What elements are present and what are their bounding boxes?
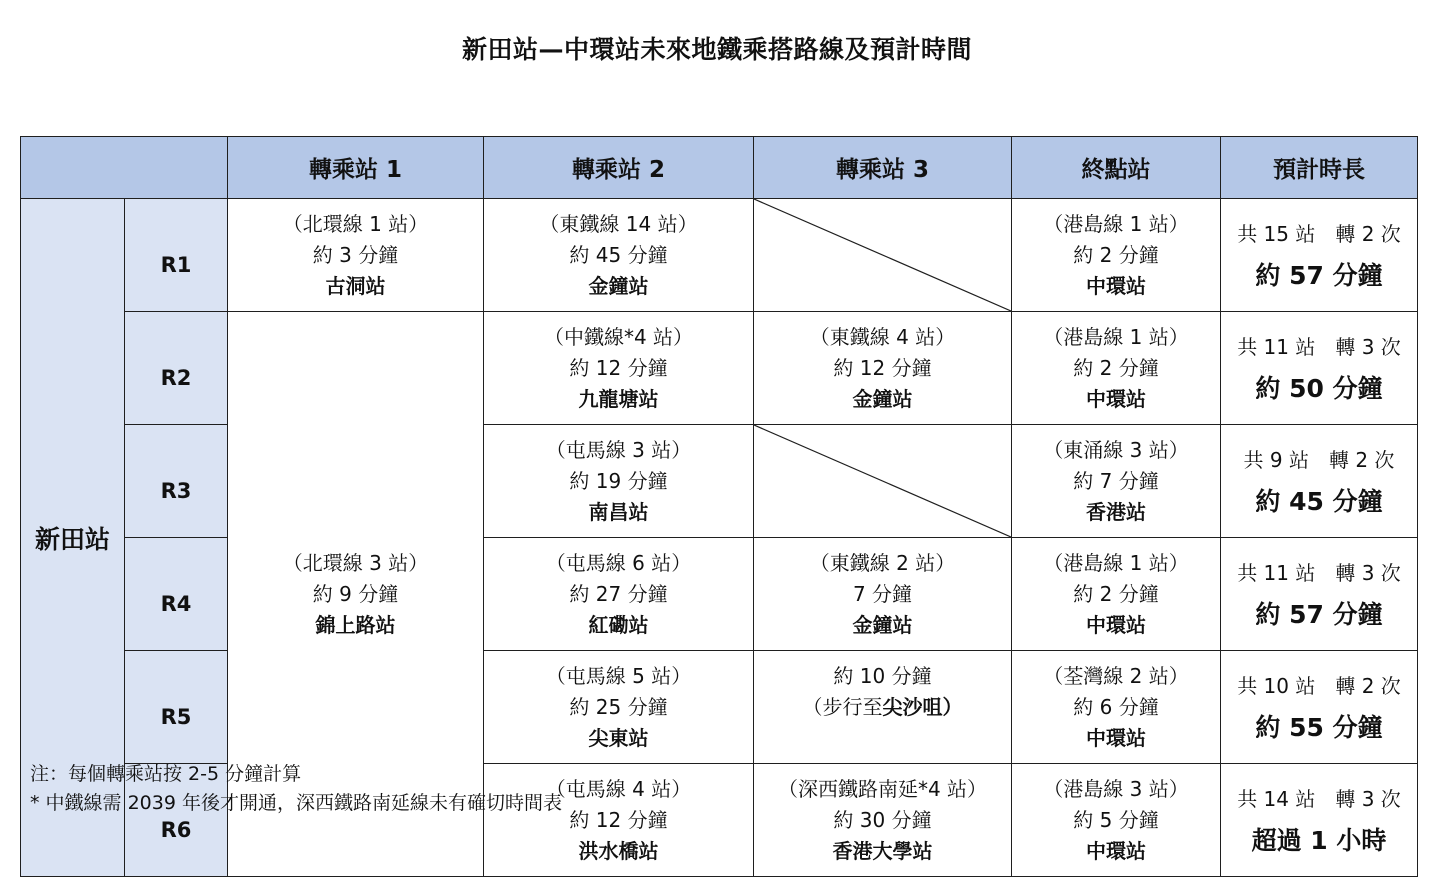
duration-cell	[1221, 312, 1418, 425]
transfer-3-cell	[754, 312, 1012, 425]
transfer-2-cell	[484, 651, 754, 764]
line-info: （屯馬線 5 站）	[545, 663, 692, 688]
header-duration: 預計時長	[1221, 137, 1418, 199]
footnote: 注：每個轉乘站按 2-5 分鐘計算	[30, 763, 302, 785]
line-info: （東鐵線 14 站）	[539, 211, 698, 236]
travel-time: 約 9 分鐘	[312, 581, 399, 606]
empty-transfer-3-cell	[754, 425, 1012, 538]
header-transfer-2: 轉乘站 2	[484, 137, 754, 199]
line-info: （屯馬線 6 站）	[545, 550, 692, 575]
total-duration: 約 57 分鐘	[1255, 261, 1383, 290]
station-name: 尖東站	[588, 725, 649, 750]
station-name: 金鐘站	[852, 386, 913, 411]
station-name: 錦上路站	[315, 612, 396, 637]
walk-prefix: （步行至	[802, 694, 883, 719]
table-row	[21, 199, 1418, 312]
line-info: （港島線 3 站）	[1043, 776, 1189, 801]
line-info: （荃灣線 2 站）	[1043, 663, 1189, 688]
page-title: 新田站—中環站未來地鐵乘搭路線及預計時間	[461, 35, 972, 64]
transfer-1-cell	[228, 199, 484, 312]
diagonal-slash	[754, 199, 1011, 311]
diagonal-slash	[754, 425, 1011, 537]
station-name: 中環站	[1086, 612, 1146, 637]
station-name: 中環站	[1086, 838, 1146, 863]
total-duration: 約 50 分鐘	[1255, 374, 1383, 403]
duration-cell	[1221, 651, 1418, 764]
duration-cell	[1221, 425, 1418, 538]
stop-count: 共 10 站 轉 2 次	[1237, 674, 1401, 698]
travel-time: 約 3 分鐘	[312, 242, 399, 267]
total-duration: 約 57 分鐘	[1255, 600, 1383, 629]
line-info: （中鐵線*4 站）	[543, 324, 694, 349]
station-name: 古洞站	[325, 273, 386, 298]
travel-time: 約 30 分鐘	[833, 807, 932, 832]
stop-count: 共 11 站 轉 3 次	[1237, 561, 1401, 585]
travel-time: 約 10 分鐘	[833, 663, 932, 688]
footnotes	[30, 760, 562, 818]
transfer-2-cell	[484, 538, 754, 651]
walk-note	[754, 692, 1011, 723]
terminus-cell	[1012, 538, 1221, 651]
transfer-3-cell	[754, 538, 1012, 651]
stop-count: 共 15 站 轉 2 次	[1237, 222, 1401, 246]
header-transfer-3: 轉乘站 3	[754, 137, 1012, 199]
station-name: 香港大學站	[832, 838, 933, 863]
route-id: R6	[125, 764, 228, 877]
travel-time: 約 12 分鐘	[833, 355, 932, 380]
station-name: 洪水橋站	[578, 838, 659, 863]
travel-time: 7 分鐘	[852, 581, 913, 606]
travel-time: 約 2 分鐘	[1073, 581, 1159, 606]
travel-time: 約 27 分鐘	[569, 581, 668, 606]
route-id: R4	[125, 538, 228, 651]
table-row	[21, 312, 1418, 425]
duration-cell	[1221, 764, 1418, 877]
total-duration: 約 45 分鐘	[1255, 487, 1383, 516]
line-info: （東涌線 3 站）	[1043, 437, 1189, 462]
travel-time: 約 19 分鐘	[569, 468, 668, 493]
line-info: （屯馬線 4 站）	[545, 776, 692, 801]
terminus-cell	[1012, 764, 1221, 877]
stop-count: 共 14 站 轉 3 次	[1237, 787, 1401, 811]
travel-time: 約 45 分鐘	[569, 242, 668, 267]
station-name: 中環站	[1086, 725, 1146, 750]
empty-transfer-3-cell	[754, 199, 1012, 312]
header-terminus: 終點站	[1012, 137, 1221, 199]
line-info: （東鐵線 4 站）	[809, 324, 956, 349]
station-name: 紅磡站	[588, 612, 649, 637]
transfer-3-cell	[754, 764, 1012, 877]
duration-cell	[1221, 538, 1418, 651]
terminus-cell	[1012, 312, 1221, 425]
route-id: R5	[125, 651, 228, 764]
terminus-cell	[1012, 651, 1221, 764]
line-info: （屯馬線 3 站）	[545, 437, 692, 462]
transfer-2-cell	[484, 199, 754, 312]
station-name: 中環站	[1086, 386, 1146, 411]
footnote: * 中鐵線需 2039 年後才開通，深西鐵路南延線未有確切時間表	[30, 792, 562, 814]
total-duration: 超過 1 小時	[1251, 826, 1387, 855]
line-info: （深西鐵路南延*4 站）	[777, 776, 988, 801]
line-info: （東鐵線 2 站）	[809, 550, 956, 575]
terminus-cell	[1012, 199, 1221, 312]
travel-time: 約 12 分鐘	[569, 807, 668, 832]
line-info: （北環線 1 站）	[282, 211, 429, 236]
route-id: R2	[125, 312, 228, 425]
stop-count: 共 11 站 轉 3 次	[1237, 335, 1401, 359]
travel-time: 約 25 分鐘	[569, 694, 668, 719]
walk-suffix: ）	[942, 694, 963, 719]
duration-cell	[1221, 199, 1418, 312]
travel-time: 約 12 分鐘	[569, 355, 668, 380]
station-name: 金鐘站	[588, 273, 649, 298]
header-corner	[21, 137, 228, 199]
station-name: 金鐘站	[852, 612, 913, 637]
origin-station: 新田站	[21, 199, 125, 877]
station-name: 南昌站	[588, 499, 649, 524]
transfer-3-walk-cell	[754, 651, 1012, 764]
line-info: （港島線 1 站）	[1043, 211, 1189, 236]
total-duration: 約 55 分鐘	[1255, 713, 1383, 742]
travel-time: 約 2 分鐘	[1073, 355, 1159, 380]
walk-station: 尖沙咀	[882, 694, 943, 719]
stop-count: 共 9 站 轉 2 次	[1243, 448, 1395, 472]
route-id: R1	[125, 199, 228, 312]
transfer-2-cell	[484, 312, 754, 425]
header-transfer-1: 轉乘站 1	[228, 137, 484, 199]
transfer-2-cell	[484, 425, 754, 538]
station-name: 九龍塘站	[578, 386, 659, 411]
station-name: 中環站	[1086, 273, 1146, 298]
line-info: （港島線 1 站）	[1043, 324, 1189, 349]
travel-time: 約 7 分鐘	[1073, 468, 1159, 493]
line-info: （北環線 3 站）	[282, 550, 429, 575]
travel-time: 約 2 分鐘	[1073, 242, 1159, 267]
header-row	[21, 137, 1418, 199]
terminus-cell	[1012, 425, 1221, 538]
station-name: 香港站	[1086, 499, 1146, 524]
travel-time: 約 5 分鐘	[1073, 807, 1159, 832]
line-info: （港島線 1 站）	[1043, 550, 1189, 575]
route-id: R3	[125, 425, 228, 538]
travel-time: 約 6 分鐘	[1073, 694, 1159, 719]
